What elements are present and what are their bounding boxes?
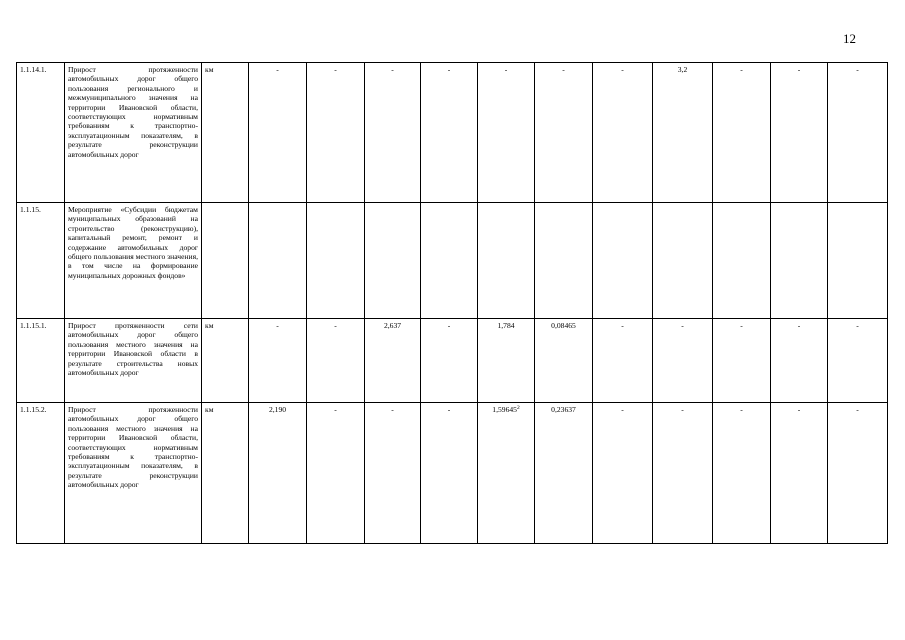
row-value: [653, 203, 713, 319]
row-value: [421, 203, 478, 319]
table-row: [17, 63, 888, 203]
row-value: [249, 203, 307, 319]
row-value-with-footnote: [478, 403, 535, 544]
indicators-table: [16, 62, 888, 544]
row-value: [593, 203, 653, 319]
row-value: -: [593, 63, 653, 203]
table-row: [17, 319, 888, 403]
row-value: -: [421, 403, 478, 544]
row-value: -: [771, 63, 828, 203]
page-number: 12: [843, 31, 856, 46]
row-value: -: [478, 63, 535, 203]
row-value: -: [713, 63, 771, 203]
row-code: 1.1.15.2.: [17, 403, 65, 544]
row-value: [535, 203, 593, 319]
row-value: 0,23637: [535, 403, 593, 544]
row-description: Прирост протяженности автомобильных дорог общего пользования местного значения на территории Ивановской области, соответствующих нормативным требованиям к транспортно-эксплуатационным показателям, в результате реконструкции автомобильных дорог: [65, 403, 202, 544]
row-value: 1,59645: [492, 405, 517, 414]
row-description: Прирост протяженности сети автомобильных дорог общего пользования местного значения на территории Ивановской области в результате строительства новых автомобильных дорог: [65, 319, 202, 403]
row-value: -: [593, 403, 653, 544]
row-value: -: [421, 63, 478, 203]
row-value: [828, 203, 888, 319]
row-value: -: [713, 319, 771, 403]
row-code: 1.1.15.: [17, 203, 65, 319]
row-value: [771, 203, 828, 319]
row-value: 2,190: [249, 403, 307, 544]
table-row: [17, 203, 888, 319]
row-value: -: [249, 319, 307, 403]
row-value: -: [307, 63, 365, 203]
row-value: -: [771, 319, 828, 403]
row-value: [365, 203, 421, 319]
row-value: -: [535, 63, 593, 203]
footnote-mark: 2: [516, 405, 520, 411]
row-value: 2,637: [365, 319, 421, 403]
row-value: -: [307, 403, 365, 544]
row-value: 0,08465: [535, 319, 593, 403]
row-value: -: [593, 319, 653, 403]
row-value: -: [828, 63, 888, 203]
row-value: -: [771, 403, 828, 544]
row-value: -: [828, 403, 888, 544]
row-value: -: [249, 63, 307, 203]
row-value: [713, 203, 771, 319]
row-value: 3,2: [653, 63, 713, 203]
row-value: -: [653, 319, 713, 403]
row-value: [307, 203, 365, 319]
row-unit: км: [202, 403, 249, 544]
row-value: -: [307, 319, 365, 403]
row-value: -: [713, 403, 771, 544]
row-unit: [202, 203, 249, 319]
row-code: 1.1.14.1.: [17, 63, 65, 203]
row-value: 1,784: [478, 319, 535, 403]
row-unit: км: [202, 319, 249, 403]
row-description: Прирост протяженности автомобильных дорог общего пользования регионального и межмуниципального значения на территории Ивановской области, соответствующих нормативным требованиям к транспортно-эксплуатационным показателям, в результате реконструкции автомобильных дорог: [65, 63, 202, 203]
row-unit: км: [202, 63, 249, 203]
row-value: -: [828, 319, 888, 403]
row-code: 1.1.15.1.: [17, 319, 65, 403]
row-value: [478, 203, 535, 319]
table-row: [17, 403, 888, 544]
row-description: Мероприятие «Субсидии бюджетам муниципальных образований на строительство (реконструкцию), капитальный ремонт, ремонт и содержание автомобильных дорог общего пользования местного значения, в том числе на формирование муниципальных дорожных фондов»: [65, 203, 202, 319]
row-value: -: [421, 319, 478, 403]
row-value: -: [365, 403, 421, 544]
row-value: -: [653, 403, 713, 544]
row-value: -: [365, 63, 421, 203]
